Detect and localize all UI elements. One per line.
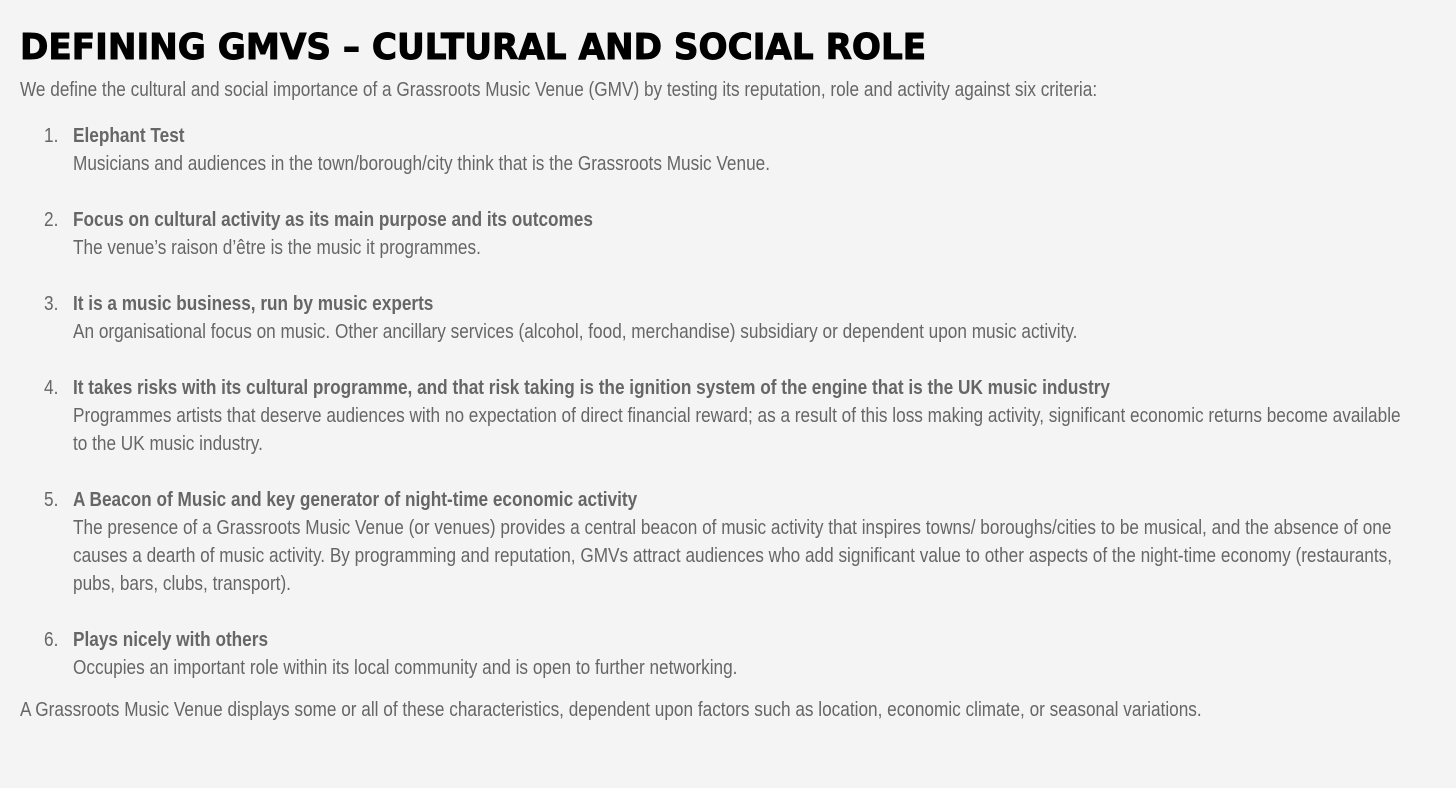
criterion-description: Musicians and audiences in the town/borough/city think that is the Grassroots Music Venue.	[73, 153, 770, 175]
criterion-description: An organisational focus on music. Other ancillary services (alcohol, food, merchandise) subsidiary or dependent upon music activity.	[73, 321, 1078, 343]
criterion-number: 5.	[44, 489, 59, 511]
criterion-number: 2.	[44, 209, 59, 231]
criterion-number: 4.	[44, 377, 59, 399]
criterion-title: Elephant Test	[73, 125, 185, 147]
criterion-description: The venue’s raison d’être is the music it programmes.	[73, 237, 481, 259]
criterion-item	[20, 122, 1440, 178]
criteria-list	[20, 122, 1440, 682]
criterion-item	[20, 290, 1440, 346]
criterion-title: It is a music business, run by music experts	[73, 293, 434, 315]
document-page	[20, 0, 1440, 724]
criterion-item	[20, 486, 1440, 598]
criterion-number: 3.	[44, 293, 59, 315]
criterion-description: The presence of a Grassroots Music Venue (or venues) provides a central beacon of music activity that inspires towns/ boroughs/cities to be musical, and the absence of one causes a dearth of music activity. By programming and reputation, GMVs attract audiences who add significant value to other aspects of the night-time economy (restaurants, pubs, bars, clubs, transport).	[73, 517, 1393, 595]
criterion-number: 6.	[44, 629, 59, 651]
outro-paragraph: A Grassroots Music Venue displays some or all of these characteristics, dependent upon factors such as location, economic climate, or seasonal variations.	[20, 699, 1202, 721]
criterion-title: A Beacon of Music and key generator of night-time economic activity	[73, 489, 638, 511]
page-title: DEFINING GMVS – CULTURAL AND SOCIAL ROLE	[20, 27, 927, 68]
criterion-item	[20, 374, 1440, 458]
criterion-title: Plays nicely with others	[73, 629, 269, 651]
criterion-title: Focus on cultural activity as its main purpose and its outcomes	[73, 209, 593, 231]
intro-paragraph: We define the cultural and social importance of a Grassroots Music Venue (GMV) by testing its reputation, role and activity against six criteria:	[20, 79, 1098, 101]
criterion-item	[20, 206, 1440, 262]
criterion-description: Occupies an important role within its local community and is open to further networking.	[73, 657, 738, 679]
criterion-description: Programmes artists that deserve audiences with no expectation of direct financial reward; as a result of this loss making activity, significant economic returns become available to the UK music industry.	[73, 405, 1401, 455]
criterion-title: It takes risks with its cultural programme, and that risk taking is the ignition system of the engine that is the UK music industry	[73, 377, 1110, 399]
criterion-item	[20, 626, 1440, 682]
criterion-number: 1.	[44, 125, 59, 147]
